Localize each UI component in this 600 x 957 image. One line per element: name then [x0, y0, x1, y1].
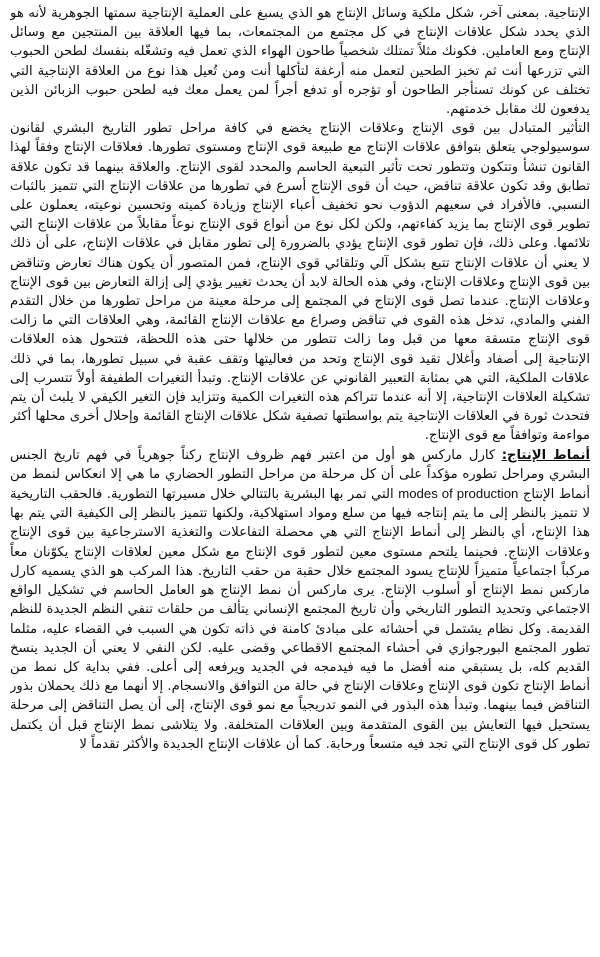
document-page [10, 4, 590, 954]
paragraph-forces-and-relations-of-production: التأثير المتبادل بين قوى الإنتاج وعلاقات الإنتاج يخضع في كافة مراحل تطور التاريخ البشري لقانون سوسيولوجي يتعلق بتوافق علاقات الإنتاج مع طبيعة قوى الإنتاج ومستوى تطورها. فعلاقات الإنتاج وفقاً لهذا القانون تنشأ وتتكون وتتطور تحت تأثير التبعية الحاسم والمحدد لقوى الإنتاج. والعلاقة بينهما قد تكون علاقة تطابق وقد تكون علاقة تناقض، حيث أن قوى الإنتاج أسرع في تطورها من علاقات الإنتاج التي تتميز بالثبات النسبي. فالأفراد في سعيهم الدؤوب نحو تخفيف أعباء الإنتاج وزيادة كميته وتحسين نوعيته، يعملون على تطوير قوى الإنتاج بما يزيد كفاءتهم، ولكن لكل نوع من أنواع قوى الإنتاج نوعاً مقابلاً من علاقات الإنتاج التي تلائمها. وعلى ذلك، فإن تطور قوى الإنتاج يؤدي بالضرورة إلى تطور مقابل في علاقات الإنتاج، على أن ذلك لا يعني أن علاقات الإنتاج تتبع بشكل آلي وتلقائي قوى الإنتاج، فمن المتصور أن يكون هناك تعارض وتناقض بين قوى الإنتاج وعلاقات الإنتاج، وفي هذه الحالة لابد أن يحدث تغيير يؤدي إلى إزالة التعارض بين قوى الإنتاج وعلاقات الإنتاج. عندما تصل قوى الإنتاج في المجتمع إلى مرحلة معينة من مراحل تطورها من خلال التقدم الفني والمادي، تدخل هذه القوى في تناقض وصراع مع علاقات الإنتاج القائمة، وهي العلاقات التي ما زالت قوى الإنتاج متسقة معها من قبل وما زالت تتطور من خلالها حتى هذه اللحظة، فتتحول هذه العلاقات الإنتاجية إلى أصفاد وأغلال تقيد قوى الإنتاج وتحد من فعاليتها وتقف عقبة في سبيل تطورها، بما في ذلك علاقات الملكية، التي هي بمثابة التعبير القانوني عن علاقات الإنتاج. وتبدأ التغيرات الطفيفة أولاً تتسرب إلى تشكيلة العلاقات الإنتاجية، إلا أنه عندما تتراكم هذه التغيرات الكمية وتتزايد فإن التغير الكيفي لا يلبث أن يتم فتحدث ثورة في العلاقات الإنتاجية يتم بواسطتها تصفية شكل علاقات الإنتاج القائمة وإحلال أخرى محلها أكثر مواءمة وتوافقاً مع قوى الإنتاج. [10, 121, 590, 444]
paragraph-text-after-term: التي تمر بها البشرية بالتتالي خلال مسيرتها التطورية. فالحقب التاريخية لا تتميز بالنظر إلى ما يتم إنتاجه فيها من سلع ومواد استهلاكية، ولكنها تتميز بالنظر إلى الكيفية التي يتم بها هذا الإنتاج، أي بالنظر إلى أنماط الإنتاج التي هي محصلة التفاعلات والتغذية الاسترجاعية بين قوى الإنتاج وعلاقات الإنتاج. فحينما يلتحم مستوى معين لتطور قوى الإنتاج مع شكل معين لعلاقات الإنتاج يكوّنان معاً مركباً اجتماعياً متميزاً للإنتاج يسود المجتمع خلال حقبة من حقب التاريخ. هذا المركب هو الذي يسميه كارل ماركس نمط الإنتاج أو أسلوب الإنتاج. يرى ماركس أن نمط الإنتاج هو العامل الحاسم في تشكيل الواقع الاجتماعي وتحديد التطور التاريخي وأن تاريخ المجتمع الإنساني يتألف من حلقات تنفي النظم الجديدة للنظم القديمة. وكل نظام يشتمل في أحشائه على مبادئ كامنة في ذاته تكون هي السبب في القضاء عليه، مثلما تطور المجتمع البورجوازي في أحشاء المجتمع الاقطاعي وقضى عليه. لكن النفي لا يعني أن الجديد ينسخ القديم كله، بل يستبقي منه أفضل ما فيه فيدمجه في الجديد ويرفعه إلى أعلى. ففي بداية كل نمط من أنماط الإنتاج تكون قوى الإنتاج وعلاقات الإنتاج في حالة من التوافق والانسجام. إلا أنهما مع ذلك يحملان بذور التناقض فيما بينهما. وتبدأ هذه البذور في النمو تدريجياً مع نمو قوى الإنتاج، إلى أن يصل التناقض إلى مرحلة يستحيل فيها التعايش بين القوى المتقدمة وبين العلاقات المتخلفة. ولا يتلاشى نمط الإنتاج قبل أن يكتمل تطور كل قوى الإنتاج التي تجد فيه متسعاً ورحابة. كما أن علاقات الإنتاج الجديدة والأكثر تقدماً لا [10, 487, 590, 752]
latin-term: modes of production [398, 486, 519, 502]
paragraph-ownership-of-means-of-production: الإنتاجية. بمعنى آخر، شكل ملكية وسائل الإنتاج هو الذي يسبغ على العملية الإنتاجية سمتها الجوهرية لأنه هو الذي يحدد شكل علاقات الإنتاج في كل مجتمع من المجتمعات، بما فيها العلاقة بين المنتجين مع وسائل الإنتاج ومع العاملين. فكونك مثلاً تمتلك شخصياً طاحون الهواء الذي تعمل فيه وتشغّله بنفسك لطحن الحبوب التي تزرعها أنت ثم تخبز الطحين لتعمل منه أرغفة لتأكلها أنت ومن تُعيل هذا نوع من العلاقة الإنتاجية التي تختلف عن كونك تستأجر الطاحون أو تؤجره أو تدفع أجراً لمن يعمل معك فيه لطحن حبوب الزبائن الذين يدفعون لك مقابل خدمتهم. [10, 6, 590, 118]
paragraph-modes-of-production [10, 446, 590, 754]
section-heading-modes-of-production: أنماط الإنتاج: [501, 447, 590, 463]
paragraph-text-before-term: كارل ماركس هو أول من اعتبر فهم ظروف الإنتاج ركناً جوهرياً في فهم تاريخ الجنس البشري ومراحل تطوره مؤكداً على أن كل مرحلة من مراحل التطور الحضاري ما هي إلا انعكاس لنمط من أنماط الإنتاج [10, 447, 590, 503]
